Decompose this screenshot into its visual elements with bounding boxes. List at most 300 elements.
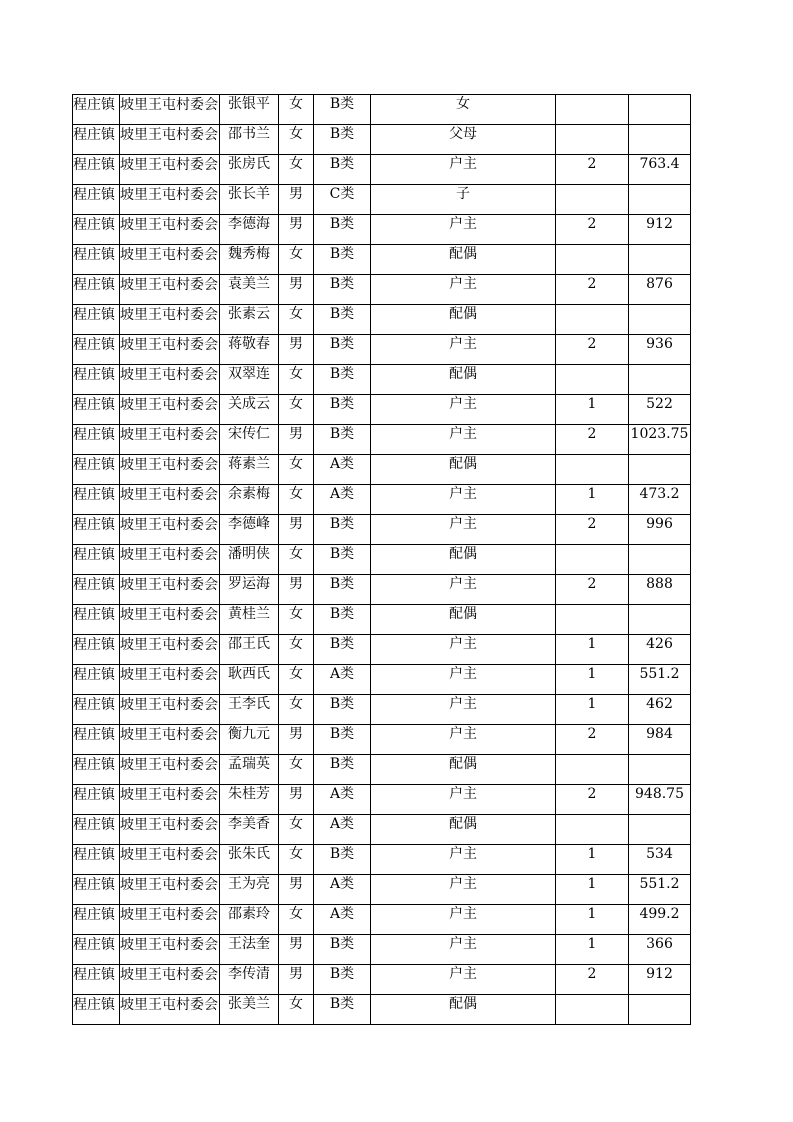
count-cell: 2 [556, 155, 629, 185]
amount-cell: 984 [629, 725, 691, 755]
category-cell: B类 [314, 635, 371, 665]
relation-cell: 配偶 [371, 245, 556, 275]
category-cell: A类 [314, 905, 371, 935]
town-text: 程庄镇 [73, 157, 115, 173]
town-cell [73, 575, 120, 605]
gender-cell: 男 [279, 275, 314, 305]
gender-cell: 女 [279, 95, 314, 125]
amount-cell: 912 [629, 215, 691, 245]
relation-cell: 户主 [371, 485, 556, 515]
relation-cell: 配偶 [371, 455, 556, 485]
town-text: 程庄镇 [73, 367, 115, 383]
category-cell: B类 [314, 125, 371, 155]
village-text: 坡里王屯村委会 [120, 277, 218, 293]
town-text: 程庄镇 [73, 187, 115, 203]
gender-cell: 女 [279, 155, 314, 185]
village-cell [120, 725, 220, 755]
gender-cell: 男 [279, 935, 314, 965]
gender-cell: 女 [279, 635, 314, 665]
amount-cell [629, 815, 691, 845]
village-text: 坡里王屯村委会 [120, 937, 218, 953]
category-cell: B类 [314, 425, 371, 455]
name-cell: 蒋敬春 [220, 335, 279, 365]
town-cell [73, 665, 120, 695]
relation-cell: 配偶 [371, 545, 556, 575]
town-text: 程庄镇 [73, 637, 115, 653]
gender-cell: 女 [279, 605, 314, 635]
gender-cell: 女 [279, 305, 314, 335]
village-cell [120, 365, 220, 395]
village-cell [120, 635, 220, 665]
relation-cell: 户主 [371, 635, 556, 665]
village-text: 坡里王屯村委会 [120, 337, 218, 353]
village-text: 坡里王屯村委会 [120, 187, 218, 203]
village-cell [120, 665, 220, 695]
town-text: 程庄镇 [73, 727, 115, 743]
town-text: 程庄镇 [73, 967, 115, 983]
count-cell: 2 [556, 725, 629, 755]
category-cell: B类 [314, 845, 371, 875]
count-cell: 2 [556, 425, 629, 455]
category-cell: C类 [314, 185, 371, 215]
village-text: 坡里王屯村委会 [120, 907, 218, 923]
gender-cell: 男 [279, 965, 314, 995]
village-text: 坡里王屯村委会 [120, 487, 218, 503]
table-body [73, 95, 691, 1025]
relation-cell: 户主 [371, 215, 556, 245]
count-cell: 1 [556, 485, 629, 515]
gender-cell: 男 [279, 215, 314, 245]
count-cell [556, 185, 629, 215]
name-cell: 衡九元 [220, 725, 279, 755]
village-text: 坡里王屯村委会 [120, 817, 218, 833]
town-text: 程庄镇 [73, 607, 115, 623]
village-text: 坡里王屯村委会 [120, 547, 218, 563]
count-cell [556, 995, 629, 1025]
town-text: 程庄镇 [73, 997, 115, 1013]
town-cell [73, 755, 120, 785]
town-text: 程庄镇 [73, 697, 115, 713]
table-row [73, 875, 691, 905]
gender-cell: 女 [279, 995, 314, 1025]
town-text: 程庄镇 [73, 247, 115, 263]
town-cell [73, 455, 120, 485]
amount-cell [629, 305, 691, 335]
town-cell [73, 365, 120, 395]
relation-cell: 配偶 [371, 815, 556, 845]
village-cell [120, 395, 220, 425]
village-cell [120, 95, 220, 125]
table-row [73, 575, 691, 605]
relation-cell: 配偶 [371, 755, 556, 785]
count-cell [556, 365, 629, 395]
gender-cell: 女 [279, 695, 314, 725]
name-cell: 邵素玲 [220, 905, 279, 935]
table-row [73, 275, 691, 305]
town-text: 程庄镇 [73, 877, 115, 893]
town-cell [73, 875, 120, 905]
town-text: 程庄镇 [73, 757, 115, 773]
table-row [73, 665, 691, 695]
village-text: 坡里王屯村委会 [120, 577, 218, 593]
count-cell [556, 755, 629, 785]
table-row [73, 635, 691, 665]
amount-cell: 462 [629, 695, 691, 725]
town-text: 程庄镇 [73, 307, 115, 323]
table-row [73, 755, 691, 785]
relation-cell: 户主 [371, 905, 556, 935]
village-text: 坡里王屯村委会 [120, 877, 218, 893]
town-cell [73, 215, 120, 245]
name-cell: 张素云 [220, 305, 279, 335]
gender-cell: 女 [279, 845, 314, 875]
name-cell: 耿西氏 [220, 665, 279, 695]
town-text: 程庄镇 [73, 847, 115, 863]
gender-cell: 女 [279, 545, 314, 575]
gender-cell: 男 [279, 785, 314, 815]
amount-cell: 936 [629, 335, 691, 365]
town-text: 程庄镇 [73, 817, 115, 833]
table-row [73, 185, 691, 215]
village-text: 坡里王屯村委会 [120, 727, 218, 743]
amount-cell: 499.2 [629, 905, 691, 935]
village-cell [120, 875, 220, 905]
town-cell [73, 395, 120, 425]
town-cell [73, 515, 120, 545]
count-cell: 1 [556, 665, 629, 695]
village-cell [120, 785, 220, 815]
count-cell: 1 [556, 905, 629, 935]
count-cell: 2 [556, 515, 629, 545]
village-text: 坡里王屯村委会 [120, 757, 218, 773]
relation-cell: 户主 [371, 155, 556, 185]
gender-cell: 女 [279, 395, 314, 425]
category-cell: B类 [314, 155, 371, 185]
count-cell: 2 [556, 785, 629, 815]
village-text: 坡里王屯村委会 [120, 997, 218, 1013]
town-cell [73, 995, 120, 1025]
amount-cell: 1023.75 [629, 425, 691, 455]
village-cell [120, 305, 220, 335]
count-cell [556, 305, 629, 335]
relation-cell: 配偶 [371, 995, 556, 1025]
name-cell: 邵书兰 [220, 125, 279, 155]
village-text: 坡里王屯村委会 [120, 457, 218, 473]
town-text: 程庄镇 [73, 127, 115, 143]
village-cell [120, 455, 220, 485]
village-cell [120, 155, 220, 185]
village-text: 坡里王屯村委会 [120, 127, 218, 143]
village-cell [120, 995, 220, 1025]
name-cell: 潘明侠 [220, 545, 279, 575]
village-cell [120, 845, 220, 875]
count-cell: 1 [556, 875, 629, 905]
amount-cell: 912 [629, 965, 691, 995]
category-cell: B类 [314, 605, 371, 635]
table-row [73, 335, 691, 365]
town-cell [73, 605, 120, 635]
name-cell: 张银平 [220, 95, 279, 125]
village-text: 坡里王屯村委会 [120, 697, 218, 713]
table-row [73, 395, 691, 425]
category-cell: B类 [314, 725, 371, 755]
name-cell: 双翠连 [220, 365, 279, 395]
village-text: 坡里王屯村委会 [120, 427, 218, 443]
count-cell: 2 [556, 275, 629, 305]
name-cell: 邵王氏 [220, 635, 279, 665]
village-cell [120, 185, 220, 215]
name-cell: 余素梅 [220, 485, 279, 515]
table-row [73, 455, 691, 485]
amount-cell [629, 185, 691, 215]
town-cell [73, 785, 120, 815]
category-cell: B类 [314, 545, 371, 575]
table-row [73, 95, 691, 125]
town-text: 程庄镇 [73, 517, 115, 533]
category-cell: B类 [314, 365, 371, 395]
table-row [73, 365, 691, 395]
relation-cell: 配偶 [371, 305, 556, 335]
relation-cell: 户主 [371, 575, 556, 605]
category-cell: B类 [314, 215, 371, 245]
name-cell: 孟瑞英 [220, 755, 279, 785]
table-row [73, 845, 691, 875]
relation-cell: 户主 [371, 275, 556, 305]
count-cell: 2 [556, 215, 629, 245]
count-cell: 2 [556, 335, 629, 365]
table-row [73, 305, 691, 335]
village-cell [120, 485, 220, 515]
table-row [73, 605, 691, 635]
town-text: 程庄镇 [73, 577, 115, 593]
town-cell [73, 905, 120, 935]
name-cell: 朱桂芳 [220, 785, 279, 815]
category-cell: B类 [314, 575, 371, 605]
relation-cell: 户主 [371, 335, 556, 365]
village-text: 坡里王屯村委会 [120, 637, 218, 653]
count-cell: 1 [556, 635, 629, 665]
name-cell: 李德峰 [220, 515, 279, 545]
village-cell [120, 575, 220, 605]
gender-cell: 男 [279, 425, 314, 455]
village-cell [120, 245, 220, 275]
amount-cell [629, 95, 691, 125]
village-cell [120, 425, 220, 455]
category-cell: A类 [314, 665, 371, 695]
village-text: 坡里王屯村委会 [120, 607, 218, 623]
relation-cell: 配偶 [371, 605, 556, 635]
amount-cell: 426 [629, 635, 691, 665]
amount-cell [629, 995, 691, 1025]
name-cell: 蒋素兰 [220, 455, 279, 485]
amount-cell: 366 [629, 935, 691, 965]
gender-cell: 女 [279, 125, 314, 155]
count-cell: 2 [556, 965, 629, 995]
amount-cell [629, 545, 691, 575]
name-cell: 张美兰 [220, 995, 279, 1025]
amount-cell: 763.4 [629, 155, 691, 185]
village-text: 坡里王屯村委会 [120, 517, 218, 533]
town-cell [73, 725, 120, 755]
village-cell [120, 605, 220, 635]
beneficiary-table [72, 94, 691, 1025]
village-cell [120, 335, 220, 365]
relation-cell: 户主 [371, 965, 556, 995]
village-text: 坡里王屯村委会 [120, 667, 218, 683]
village-cell [120, 515, 220, 545]
amount-cell: 551.2 [629, 665, 691, 695]
relation-cell: 子 [371, 185, 556, 215]
category-cell: B类 [314, 395, 371, 425]
town-text: 程庄镇 [73, 97, 115, 113]
name-cell: 王法奎 [220, 935, 279, 965]
category-cell: B类 [314, 695, 371, 725]
relation-cell: 户主 [371, 785, 556, 815]
table-row [73, 935, 691, 965]
relation-cell: 户主 [371, 725, 556, 755]
town-cell [73, 815, 120, 845]
amount-cell [629, 455, 691, 485]
table-row [73, 515, 691, 545]
gender-cell: 女 [279, 365, 314, 395]
category-cell: A类 [314, 785, 371, 815]
relation-cell: 户主 [371, 665, 556, 695]
table-row [73, 905, 691, 935]
relation-cell: 户主 [371, 425, 556, 455]
gender-cell: 男 [279, 185, 314, 215]
village-cell [120, 215, 220, 245]
village-text: 坡里王屯村委会 [120, 217, 218, 233]
town-text: 程庄镇 [73, 487, 115, 503]
category-cell: A类 [314, 455, 371, 485]
count-cell: 2 [556, 575, 629, 605]
count-cell: 1 [556, 935, 629, 965]
village-text: 坡里王屯村委会 [120, 367, 218, 383]
category-cell: B类 [314, 275, 371, 305]
category-cell: B类 [314, 965, 371, 995]
town-text: 程庄镇 [73, 427, 115, 443]
count-cell [556, 95, 629, 125]
town-cell [73, 485, 120, 515]
town-cell [73, 305, 120, 335]
amount-cell [629, 755, 691, 785]
category-cell: A类 [314, 485, 371, 515]
gender-cell: 女 [279, 485, 314, 515]
gender-cell: 男 [279, 575, 314, 605]
count-cell [556, 545, 629, 575]
amount-cell: 534 [629, 845, 691, 875]
name-cell: 李德海 [220, 215, 279, 245]
town-cell [73, 965, 120, 995]
village-text: 坡里王屯村委会 [120, 157, 218, 173]
name-cell: 黄桂兰 [220, 605, 279, 635]
town-text: 程庄镇 [73, 217, 115, 233]
table-row [73, 995, 691, 1025]
town-cell [73, 635, 120, 665]
count-cell [556, 605, 629, 635]
village-cell [120, 275, 220, 305]
amount-cell: 473.2 [629, 485, 691, 515]
category-cell: B类 [314, 305, 371, 335]
category-cell: B类 [314, 515, 371, 545]
count-cell: 1 [556, 395, 629, 425]
relation-cell: 户主 [371, 935, 556, 965]
name-cell: 张朱氏 [220, 845, 279, 875]
gender-cell: 女 [279, 815, 314, 845]
town-cell [73, 545, 120, 575]
relation-cell: 户主 [371, 695, 556, 725]
amount-cell: 996 [629, 515, 691, 545]
amount-cell: 876 [629, 275, 691, 305]
category-cell: B类 [314, 335, 371, 365]
table-row [73, 485, 691, 515]
name-cell: 袁美兰 [220, 275, 279, 305]
town-text: 程庄镇 [73, 397, 115, 413]
town-cell [73, 275, 120, 305]
relation-cell: 父母 [371, 125, 556, 155]
category-cell: B类 [314, 245, 371, 275]
name-cell: 关成云 [220, 395, 279, 425]
town-cell [73, 245, 120, 275]
town-text: 程庄镇 [73, 457, 115, 473]
table-row [73, 155, 691, 185]
relation-cell: 户主 [371, 515, 556, 545]
category-cell: B类 [314, 935, 371, 965]
amount-cell [629, 245, 691, 275]
village-text: 坡里王屯村委会 [120, 787, 218, 803]
village-text: 坡里王屯村委会 [120, 847, 218, 863]
town-cell [73, 155, 120, 185]
village-cell [120, 755, 220, 785]
count-cell [556, 815, 629, 845]
village-text: 坡里王屯村委会 [120, 307, 218, 323]
gender-cell: 女 [279, 905, 314, 935]
village-cell [120, 905, 220, 935]
name-cell: 魏秀梅 [220, 245, 279, 275]
name-cell: 王为亮 [220, 875, 279, 905]
town-cell [73, 185, 120, 215]
village-text: 坡里王屯村委会 [120, 397, 218, 413]
count-cell [556, 245, 629, 275]
town-text: 程庄镇 [73, 937, 115, 953]
village-text: 坡里王屯村委会 [120, 967, 218, 983]
amount-cell: 948.75 [629, 785, 691, 815]
table-row [73, 815, 691, 845]
table-row [73, 965, 691, 995]
village-cell [120, 545, 220, 575]
village-cell [120, 935, 220, 965]
category-cell: A类 [314, 875, 371, 905]
name-cell: 王李氏 [220, 695, 279, 725]
town-cell [73, 695, 120, 725]
town-text: 程庄镇 [73, 547, 115, 563]
town-cell [73, 335, 120, 365]
name-cell: 李美香 [220, 815, 279, 845]
table-row [73, 125, 691, 155]
amount-cell: 888 [629, 575, 691, 605]
village-cell [120, 695, 220, 725]
name-cell: 罗运海 [220, 575, 279, 605]
name-cell: 张长羊 [220, 185, 279, 215]
name-cell: 张房氏 [220, 155, 279, 185]
town-text: 程庄镇 [73, 907, 115, 923]
amount-cell [629, 365, 691, 395]
town-text: 程庄镇 [73, 787, 115, 803]
relation-cell: 女 [371, 95, 556, 125]
village-cell [120, 815, 220, 845]
category-cell: B类 [314, 755, 371, 785]
relation-cell: 配偶 [371, 365, 556, 395]
